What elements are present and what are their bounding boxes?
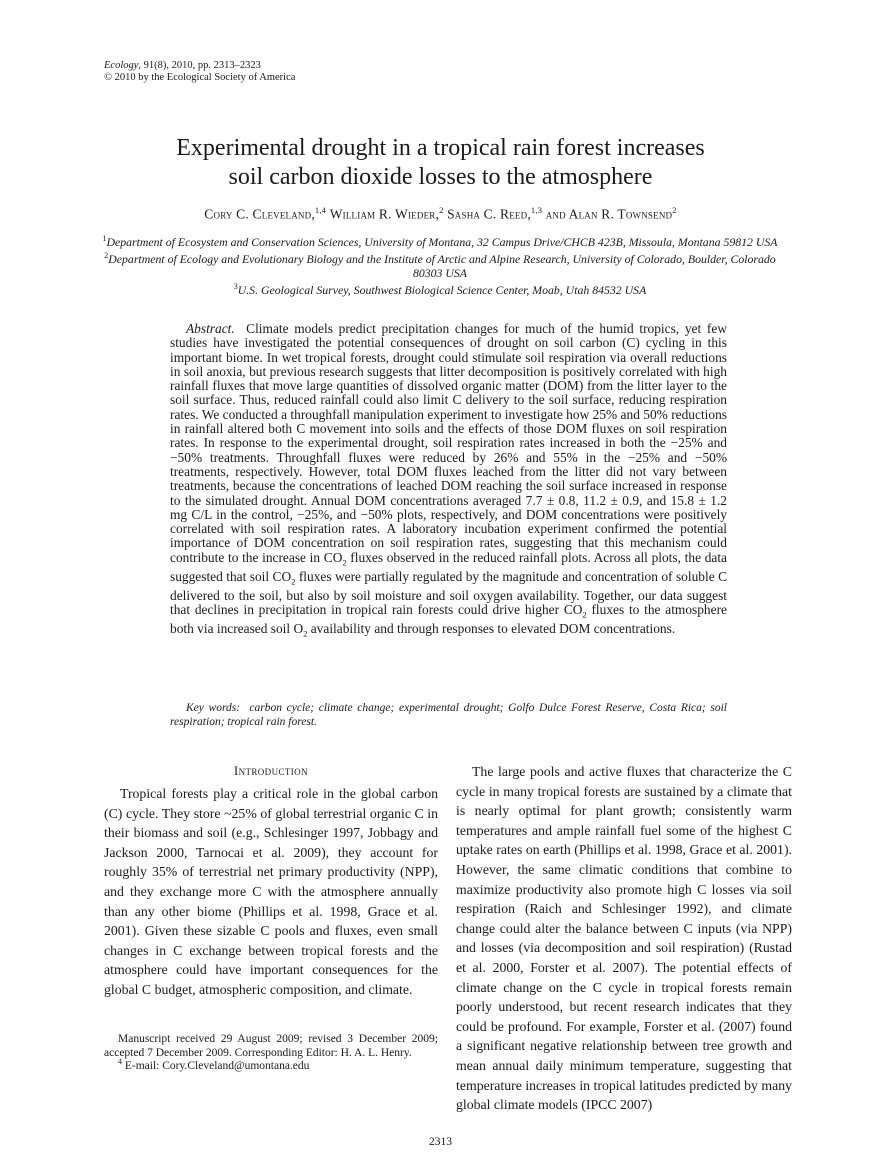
abstract bbox=[170, 322, 727, 641]
abstract-sub-3: 2 bbox=[582, 609, 587, 620]
abstract-sub-1: 2 bbox=[342, 557, 347, 568]
author-3: Sasha C. Reed, bbox=[447, 206, 531, 222]
abstract-sub-2: 2 bbox=[291, 576, 296, 587]
article-title bbox=[0, 134, 881, 192]
affiliations bbox=[100, 232, 780, 297]
right-column bbox=[456, 762, 792, 1115]
affiliation-1-text: Department of Ecosystem and Conservation Sciences, University of Montana, 32 Campus Drive/CHCB 423B, Missoula, Montana 59812 USA bbox=[106, 234, 778, 249]
copyright-line: © 2010 by the Ecological Society of America bbox=[104, 72, 296, 83]
affiliation-2-text: Department of Ecology and Evolutionary Biology and the Institute of Arctic and Alpine Research, University of Colorado, Boulder, Colorado 80303 USA bbox=[108, 251, 776, 280]
affiliation-3 bbox=[100, 280, 780, 297]
page-number: 2313 bbox=[429, 1136, 452, 1148]
affiliation-1-mark: 1 bbox=[102, 234, 107, 243]
abstract-label: Abstract. bbox=[186, 321, 235, 336]
affiliation-2 bbox=[100, 249, 780, 280]
author-4-affil: 2 bbox=[672, 205, 677, 215]
email-footnote bbox=[104, 1057, 438, 1074]
journal-citation bbox=[104, 60, 295, 84]
abstract-text-3: fluxes were partially regulated by the magnitude and concentration of soluble C delivered to the soil, but also by soil moisture and soil oxygen availability. Together, our data suggest that declines in precipitation in tropical rain forests could drive higher CO bbox=[170, 568, 727, 617]
intro-paragraph-1: Tropical forests play a critical role in the global carbon (C) cycle. They store ~25% of global terrestrial organic C in their biomass and soil (e.g., Schlesinger 1997, Jobbagy and Jackson 2000, Tarnocai et al. 2009), they account for roughly 35% of terrestrial net primary productivity (NPP), and they exchange more C with the atmosphere annually than any other biome (Phillips et al. 1998, Grace et al. 2001). Given these sizable C pools and fluxes, even small changes in C exchange between tropical forests and the atmosphere could have important consequences for the global C budget, atmospheric composition, and climate. bbox=[104, 786, 438, 997]
keywords bbox=[170, 701, 727, 729]
abstract-text-4: fluxes to the atmosphere both via increased soil O bbox=[170, 601, 727, 636]
author-3-affil: 1,3 bbox=[530, 205, 543, 215]
manuscript-received: Manuscript received 29 August 2009; revised 3 December 2009; accepted 7 December 2009. Corresponding Editor: H. A. L. Henry. bbox=[104, 1033, 438, 1059]
author-2-affil: 2 bbox=[439, 205, 444, 215]
affiliation-3-mark: 3 bbox=[233, 281, 238, 291]
intro-paragraph-2: The large pools and active fluxes that characterize the C cycle in many tropical forests are sustained by a climate that is nearly optimal for plant growth; consistently warm temperatures and ample rainfall fuel some of the highest C uptake rates on earth (Phillips et al. 1998, Grace et al. 2001). However, the same climatic conditions that combine to maximize productivity also promote high C losses via soil respiration (Raich and Schlesinger 1992), and climate change could alter the balance between C inputs (via NPP) and losses (via decomposition and soil respiration) (Rustad et al. 2000, Forster et al. 2007). The potential effects of climate change on the C cycle in tropical forests remain poorly understood, but recent research indicates that they could be profound. For example, Forster et al. (2007) found a significant negative relationship between tree growth and mean annual daily minimum temperature, suggesting that temperature increases in tropical latitudes predicted by many global climate models (IPCC 2007) bbox=[456, 764, 792, 1113]
email-address: E-mail: Cory.Cleveland@umontana.edu bbox=[122, 1060, 310, 1072]
author-1-affil: 1,4 bbox=[314, 205, 327, 215]
affiliation-2-mark: 2 bbox=[104, 250, 109, 260]
title-line-1: Experimental drought in a tropical rain forest increases bbox=[176, 135, 705, 161]
author-2: William R. Wieder, bbox=[329, 206, 440, 222]
affiliation-1 bbox=[100, 232, 780, 249]
footnote bbox=[104, 1033, 438, 1074]
left-column bbox=[104, 784, 438, 1000]
keywords-label: Key words: bbox=[186, 702, 241, 714]
abstract-text-2: fluxes observed in the reduced rainfall plots. Across all plots, the data suggested that soil CO bbox=[170, 549, 727, 584]
section-heading-introduction: Introduction bbox=[234, 764, 308, 778]
title-line-2: soil carbon dioxide losses to the atmosphere bbox=[228, 164, 653, 190]
email-footnote-mark: 4 bbox=[118, 1057, 122, 1067]
abstract-text-1: Climate models predict precipitation changes for much of the humid tropics, yet few studies have investigated the potential consequences of drought on soil carbon (C) cycling in this important biome. In wet tropical forests, drought could stimulate soil respiration via overall reductions in soil anoxia, but previous research suggests that litter decomposition is positively correlated with high rainfall fluxes that move large quantities of dissolved organic matter (DOM) from the litter layer to the soil surface. Thus, reduced rainfall could also limit C delivery to the soil surface, reducing respiration rates. We conducted a throughfall manipulation experiment to investigate how 25% and 50% reductions in rainfall altered both C movement into soils and the effects of those DOM fluxes on soil respiration rates. In response to the experimental drought, soil respiration rates increased in both the −25% and −50% treatments. Throughfall fluxes were reduced by 26% and 55% in the −25% and −50% treatments, respectively. However, total DOM fluxes leached from the litter did not vary between treatments, because the concentrations of leached DOM reaching the soil surface increased in response to the simulated drought. Annual DOM concentrations averaged 7.7 ± 0.8, 11.2 ± 0.9, and 15.8 ± 1.2 mg C/L in the control, −25%, and −50% plots, respectively, and DOM concentrations were positively correlated with soil respiration rates. A laboratory incubation experiment confirmed the potential importance of DOM concentration on soil respiration rates, suggesting that this mechanism could contribute to the increase in CO bbox=[170, 321, 727, 565]
keywords-text: carbon cycle; climate change; experimental drought; Golfo Dulce Forest Reserve, Costa Rica; soil respiration; tropical rain forest. bbox=[170, 702, 727, 728]
journal-name: Ecology bbox=[104, 60, 139, 71]
author-1: Cory C. Cleveland, bbox=[204, 206, 315, 222]
affiliation-3-text: U.S. Geological Survey, Southwest Biological Science Center, Moab, Utah 84532 USA bbox=[237, 282, 647, 297]
journal-citation-line bbox=[104, 60, 295, 72]
author-list bbox=[0, 205, 881, 223]
abstract-sub-4: 2 bbox=[303, 628, 308, 639]
abstract-text-5: availability and through responses to elevated DOM concentrations. bbox=[307, 620, 676, 636]
journal-volume: , 91(8), 2010, pp. 2313–2323 bbox=[138, 60, 261, 71]
author-4: and Alan R. Townsend bbox=[545, 206, 673, 222]
